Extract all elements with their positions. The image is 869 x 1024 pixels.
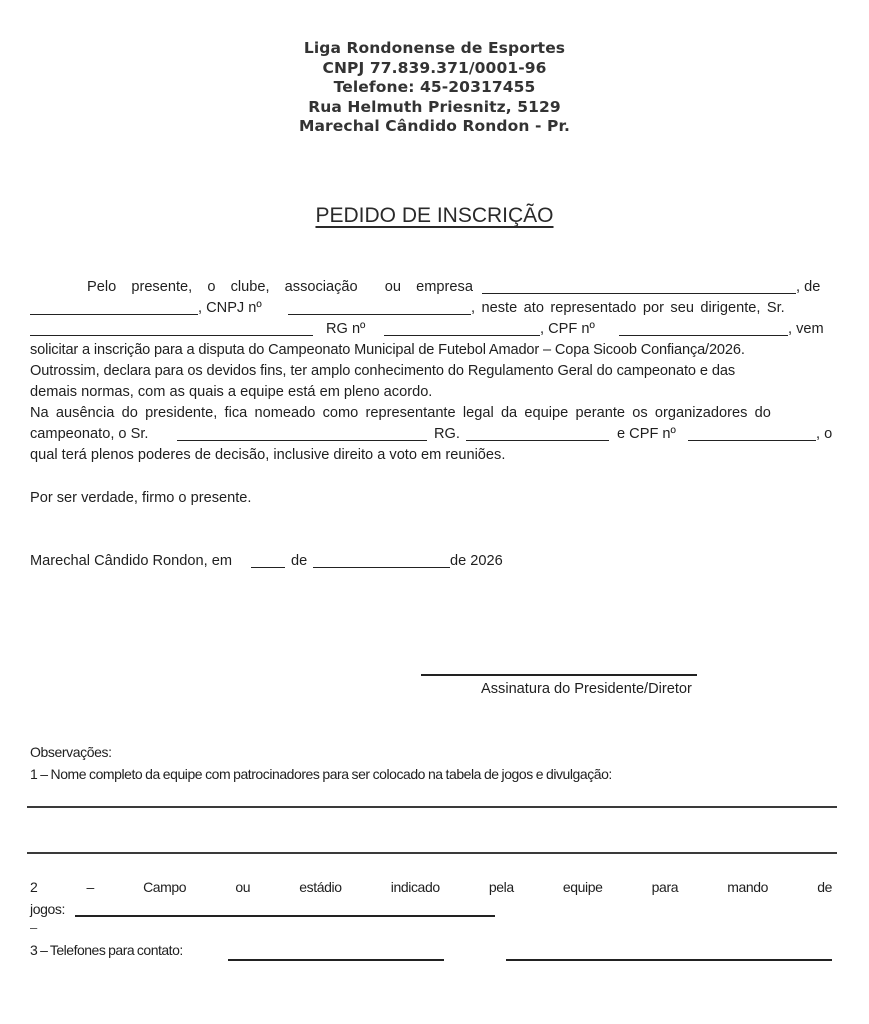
stray-mark: – — [30, 920, 38, 935]
text: campeonato, o Sr. — [30, 426, 149, 442]
observation-item-2 — [30, 879, 832, 895]
text: indicado — [390, 879, 440, 895]
text: presente, — [131, 279, 193, 295]
director-name-field[interactable] — [30, 321, 313, 336]
text: , CNPJ nº — [198, 300, 262, 316]
team-name-field-line-1[interactable] — [27, 806, 837, 808]
text: , neste ato representado por seu dirigente, Sr. — [471, 300, 785, 316]
company-name-field[interactable] — [482, 279, 796, 294]
text: de — [817, 879, 832, 895]
text: o — [207, 279, 216, 295]
text: , de — [796, 279, 821, 295]
document-title — [0, 204, 869, 228]
paragraph2-line1: Outrossim, declara para os devidos fins, ter amplo conhecimento do Regulamento Geral do campeonato e das — [30, 363, 736, 379]
text: ou — [384, 279, 402, 295]
text: – — [86, 879, 94, 895]
observations-heading: Observações: — [30, 744, 112, 760]
cnpj-field[interactable] — [288, 300, 471, 315]
director-cpf-field[interactable] — [619, 321, 788, 336]
text: 2 — [30, 879, 38, 895]
organization-header — [0, 39, 869, 137]
org-cnpj: CNPJ 77.839.371/0001-96 — [322, 58, 547, 77]
text: RG nº — [326, 321, 366, 337]
text: , o — [816, 426, 833, 442]
org-phone: Telefone: 45-20317455 — [333, 78, 536, 96]
paragraph1-line4: solicitar a inscrição para a disputa do Campeonato Municipal de Futebol Amador – Copa Sicoob Confiança/2026. — [30, 342, 745, 358]
paragraph3-line3: qual terá plenos poderes de decisão, inclusive direito a voto em reuniões. — [30, 447, 506, 463]
date-line-suffix: de 2026 — [450, 553, 503, 569]
phone-field-2[interactable] — [506, 959, 832, 961]
text: estádio — [299, 879, 342, 895]
org-name: Liga Rondonense de Esportes — [303, 39, 566, 57]
text: Campo — [143, 879, 187, 895]
text: clube, — [230, 279, 270, 295]
signature-label: Assinatura do Presidente/Diretor — [481, 681, 692, 697]
text: e CPF nº — [617, 426, 676, 442]
text: RG. — [434, 426, 460, 442]
text: associação — [284, 279, 358, 295]
text: ou — [235, 879, 251, 895]
text: mando — [727, 879, 769, 895]
phone-field-1[interactable] — [228, 959, 444, 961]
document-title-text: PEDIDO DE INSCRIÇÃO — [315, 204, 554, 227]
signature-line[interactable] — [421, 674, 697, 676]
home-field-field[interactable] — [75, 915, 495, 917]
date-line-prefix: Marechal Cândido Rondon, em — [30, 553, 232, 569]
team-name-field-line-2[interactable] — [27, 852, 837, 854]
observation-item-3: 3 – Telefones para contato: — [30, 942, 183, 958]
text: equipe — [562, 879, 603, 895]
representative-name-field[interactable] — [177, 426, 427, 441]
text: , vem — [788, 321, 824, 337]
text: pela — [488, 879, 514, 895]
representative-rg-field[interactable] — [466, 426, 609, 441]
text: empresa — [416, 279, 473, 295]
text: Pelo — [87, 279, 117, 295]
text: , CPF nº — [540, 321, 595, 337]
month-field[interactable] — [313, 553, 450, 568]
text: para — [651, 879, 679, 895]
day-field[interactable] — [251, 553, 285, 568]
observation-item-1: 1 – Nome completo da equipe com patrocinadores para ser colocado na tabela de jogos e divulgação: — [30, 766, 612, 782]
director-rg-field[interactable] — [384, 321, 540, 336]
text: de — [291, 553, 308, 569]
representative-cpf-field[interactable] — [688, 426, 816, 441]
paragraph2-line2: demais normas, com as quais a equipe está em pleno acordo. — [30, 384, 433, 400]
org-address: Rua Helmuth Priesnitz, 5129 — [308, 97, 561, 116]
org-city: Marechal Cândido Rondon - Pr. — [298, 117, 571, 135]
closing-statement: Por ser verdade, firmo o presente. — [30, 490, 252, 506]
city-field[interactable] — [30, 300, 198, 315]
paragraph3-line1: Na ausência do presidente, fica nomeado como representante legal da equipe perante os organizadores do — [30, 405, 771, 421]
observation-item-2-cont: jogos: — [30, 901, 65, 917]
